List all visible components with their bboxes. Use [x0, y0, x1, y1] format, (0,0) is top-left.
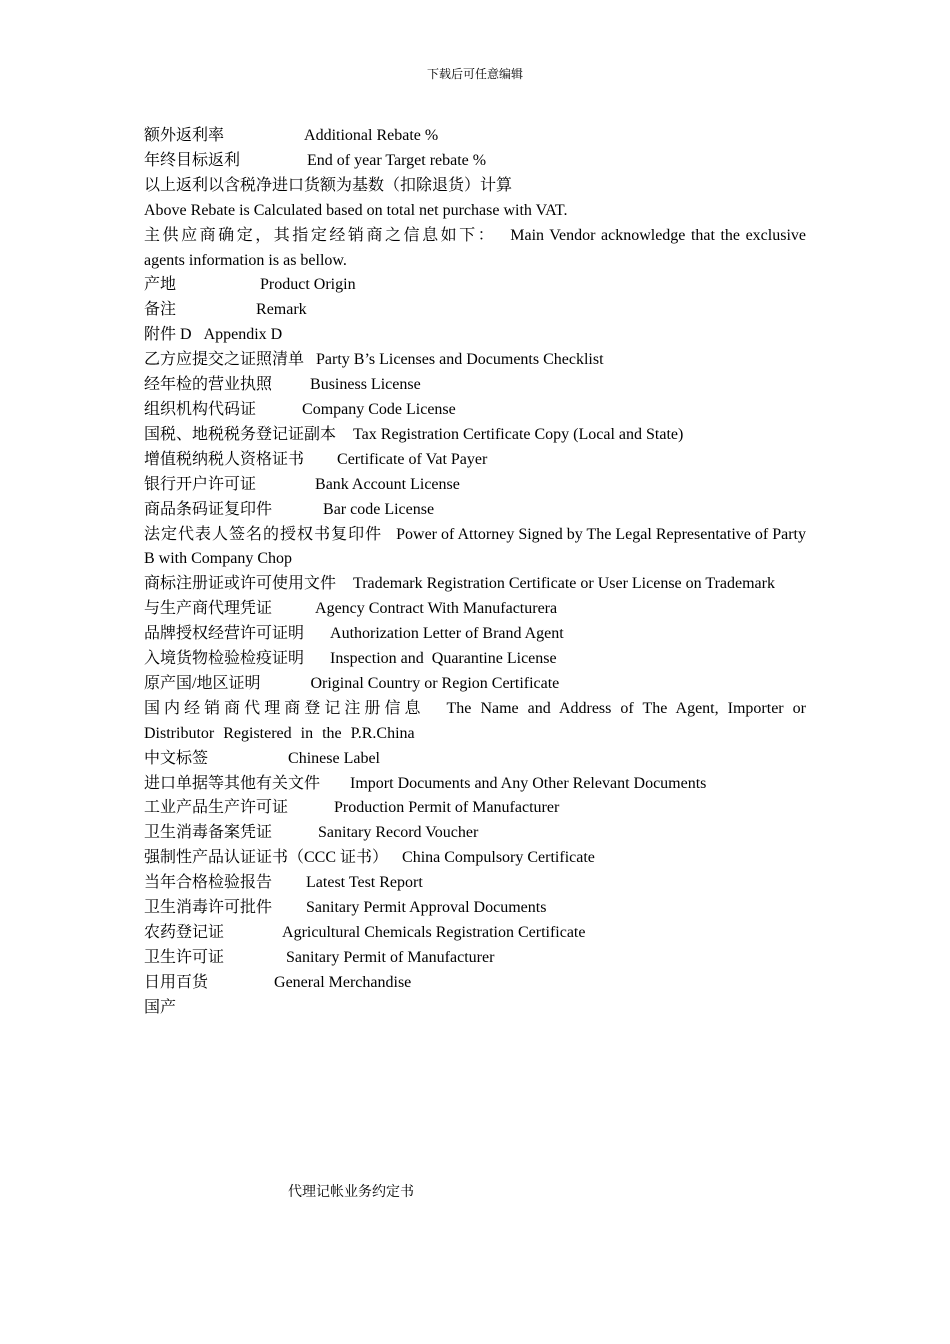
doc-line: 经年检的营业执照 Business License	[144, 376, 421, 394]
doc-line: 与生产商代理凭证 Agency Contract With Manufacturera	[144, 600, 558, 618]
doc-line: 产地 Product Origin	[144, 276, 356, 294]
doc-line: 国产	[144, 998, 177, 1016]
doc-line: 商标注册证或许可使用文件 Trademark Registration Certificate or User License on Trademark	[144, 575, 775, 593]
doc-line: Above Rebate is Calculated based on total net purchase with VAT.	[144, 201, 568, 219]
doc-line: 国税、地税税务登记证副本 Tax Registration Certificate Copy (Local and State)	[144, 425, 684, 443]
doc-line: 银行开户许可证 Bank Account License	[144, 475, 460, 493]
doc-line: 年终目标返利 End of year Target rebate %	[144, 151, 487, 169]
doc-line: 以上返利以含税净进口货额为基数（扣除退货）计算	[144, 176, 513, 194]
doc-line: 增值税纳税人资格证书 Certificate of Vat Payer	[144, 450, 488, 468]
doc-line: 卫生消毒备案凭证 Sanitary Record Voucher	[144, 824, 479, 842]
doc-line: 额外返利率 Additional Rebate %	[144, 127, 439, 144]
doc-line: 日用百货 General Merchandise	[144, 973, 412, 991]
doc-line: 法定代表人签名的授权书复印件 Power of Attorney Signed by The Legal Representative of Party B with Company Chop	[144, 525, 806, 568]
doc-line: 卫生许可证 Sanitary Permit of Manufacturer	[144, 948, 495, 966]
doc-line: 备注 Remark	[144, 301, 307, 319]
doc-line: 组织机构代码证 Company Code License	[144, 400, 456, 418]
doc-line: 国内经销商代理商登记注册信息 The Name and Address of The Agent, Importer or Distributor Registered in the P.R.China	[144, 699, 806, 742]
doc-line: 工业产品生产许可证 Production Permit of Manufacturer	[144, 799, 560, 817]
doc-line: 主供应商确定，其指定经销商之信息如下： Main Vendor acknowledge that the exclusive agents information is as bellow.	[144, 226, 806, 269]
document-body	[144, 124, 806, 1021]
doc-line: 商品条码证复印件 Bar code License	[144, 500, 435, 518]
doc-line: 卫生消毒许可批件 Sanitary Permit Approval Documents	[144, 899, 547, 917]
footer-title: 代理记帐业务约定书	[288, 1185, 414, 1200]
doc-line: 入境货物检验检疫证明 Inspection and Quarantine License	[144, 650, 557, 668]
doc-line: 乙方应提交之证照清单 Party B’s Licenses and Documents Checklist	[144, 351, 604, 369]
doc-line: 当年合格检验报告 Latest Test Report	[144, 874, 423, 892]
doc-line: 原产国/地区证明 Original Country or Region Certificate	[144, 674, 560, 692]
doc-line: 中文标签 Chinese Label	[144, 749, 380, 767]
doc-line: 品牌授权经营许可证明 Authorization Letter of Brand Agent	[144, 625, 564, 643]
page-header: 下载后可任意编辑	[426, 67, 523, 81]
doc-line: 农药登记证 Agricultural Chemicals Registration Certificate	[144, 924, 586, 941]
doc-line: 进口单据等其他有关文件 Import Documents and Any Other Relevant Documents	[144, 774, 707, 792]
doc-line: 强制性产品认证证书（CCC 证书） China Compulsory Certificate	[144, 849, 595, 867]
doc-line: 附件 D Appendix D	[144, 326, 283, 344]
